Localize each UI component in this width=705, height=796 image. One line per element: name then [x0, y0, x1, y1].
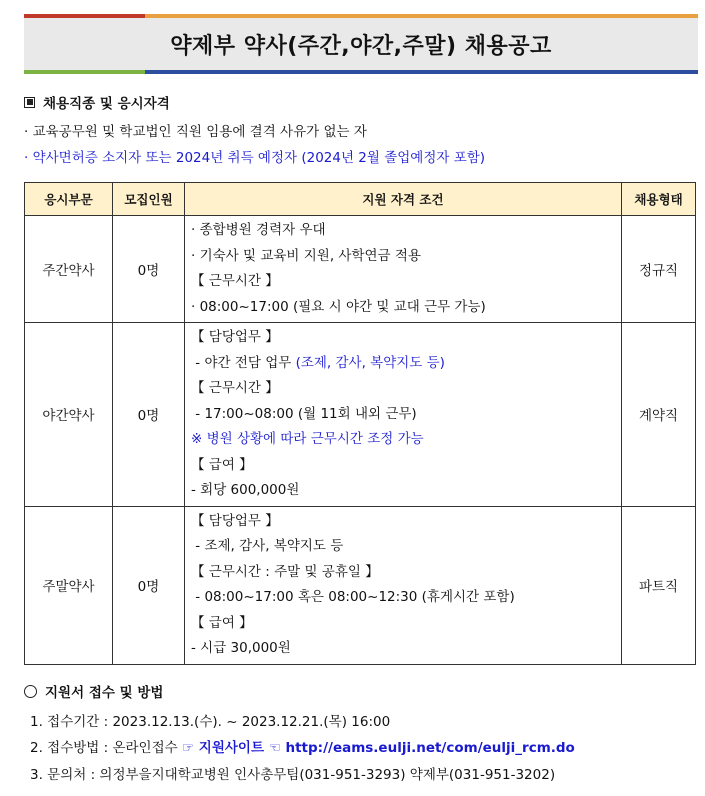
application-method	[30, 736, 575, 756]
header-division: 응시부문	[25, 183, 113, 216]
qualification-line-2: · 약사면허증 소지자 또는 2024년 취득 예정자 (2024년 2월 졸업예정자 포함)	[24, 150, 486, 166]
qualification-line-1: · 교육공무원 및 학교법인 직원 임용에 결격 사유가 없는 자	[24, 124, 367, 140]
conditions-cell	[185, 216, 622, 323]
count-cell: 0명	[113, 323, 185, 507]
section-qualifications-heading	[24, 92, 170, 112]
header-count: 모집인원	[113, 183, 185, 216]
count-cell: 0명	[113, 506, 185, 664]
condition-highlight: (조제, 감사, 복약지도 등)	[295, 354, 445, 371]
hand-pointing-left-icon: ☜	[268, 740, 281, 756]
section1-heading-text: 채용직종 및 응시자격	[43, 96, 170, 112]
conditions-cell	[185, 323, 622, 507]
condition-line: - 17:00~08:00 (월 11회 내외 근무)	[191, 405, 417, 422]
recruitment-table	[24, 182, 696, 665]
table-row-day-pharmacist	[25, 216, 696, 323]
type-cell: 정규직	[622, 216, 696, 323]
condition-line	[191, 351, 621, 377]
circle-icon	[24, 685, 37, 698]
hand-pointing-right-icon: ☞	[181, 740, 195, 756]
division-cell: 주간약사	[25, 216, 113, 323]
title-banner	[24, 14, 698, 74]
type-cell: 계약직	[622, 323, 696, 507]
condition-line: - 08:00~17:00 혹은 08:00~12:30 (휴게시간 포함)	[191, 589, 515, 605]
header-type: 채용형태	[622, 183, 696, 216]
condition-line: · 종합병원 경력자 우대	[191, 222, 326, 238]
section-application-heading	[24, 681, 163, 701]
condition-line: 【 근무시간 】	[191, 273, 279, 289]
division-cell: 야간약사	[25, 323, 113, 507]
method-prefix: 2. 접수방법 : 온라인접수	[30, 740, 182, 756]
condition-line: 【 근무시간 】	[191, 380, 279, 396]
condition-line: - 회당 600,000원	[191, 482, 300, 498]
section2-heading-text: 지원서 접수 및 방법	[45, 685, 164, 701]
page-title: 약제부 약사(주간,야간,주말) 채용공고	[170, 33, 552, 59]
condition-line: · 기숙사 및 교육비 지원, 사학연금 적용	[191, 247, 421, 264]
count-cell: 0명	[113, 216, 185, 323]
condition-line: 【 급여 】	[191, 614, 253, 631]
condition-line: - 조제, 감사, 복약지도 등	[191, 538, 344, 554]
table-header-row	[25, 183, 696, 216]
condition-line: - 시급 30,000원	[191, 640, 291, 656]
condition-line: · 08:00~17:00 (필요 시 야간 및 교대 근무 가능)	[191, 298, 486, 315]
conditions-cell	[185, 506, 622, 664]
division-cell: 주말약사	[25, 506, 113, 664]
condition-line: 【 담당업무 】	[191, 329, 279, 345]
title-box	[24, 18, 698, 70]
apply-site-link[interactable]: 지원사이트	[194, 740, 269, 756]
condition-line: 【 담당업무 】	[191, 512, 279, 529]
title-bottom-bar	[24, 70, 698, 74]
apply-url-link[interactable]: http://eams.eulji.net/com/eulji_rcm.do	[280, 740, 575, 756]
condition-line: 【 근무시간 : 주말 및 공휴일 】	[191, 563, 379, 580]
filled-square-icon	[24, 97, 35, 108]
table-row-night-pharmacist	[25, 323, 696, 507]
header-conditions: 지원 자격 조건	[185, 183, 622, 216]
type-cell: 파트직	[622, 506, 696, 664]
condition-note: ※ 병원 상황에 따라 근무시간 조정 가능	[191, 431, 424, 447]
condition-line: 【 급여 】	[191, 456, 253, 473]
application-period: 1. 접수기간 : 2023.12.13.(수). ~ 2023.12.21.(목) 16:00	[30, 714, 391, 730]
contact-info: 3. 문의처 : 의정부을지대학교병원 인사총무팀(031-951-3293) 약제부(031-951-3202)	[30, 767, 556, 783]
table-row-weekend-pharmacist	[25, 506, 696, 664]
condition-text: - 야간 전담 업무	[191, 354, 296, 371]
